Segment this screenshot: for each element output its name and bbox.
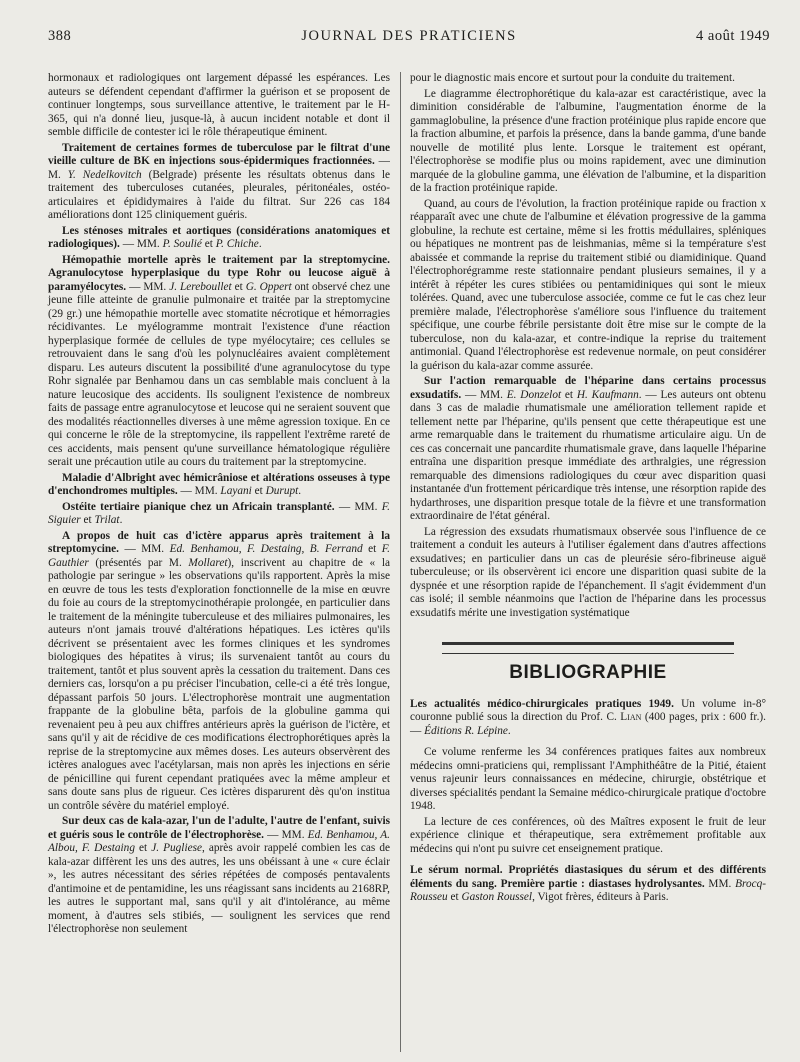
- text: . — Les auteurs ont obtenu dans 3 cas de maladie rhumatismale une amélioration tellement rapide et tellement nette par l'héparine, qu'ils pensent que cette thérapeutique est une arme remarquable dans le traitement du rhumatisme articulaire aigu. Un de ces cas concernait une pancardite rhumatismale grave, dans laquelle l'héparine entraîna une disparition presque immédiate des arthralgies, une régression remarquable des dimensions radiologiques du cœur avec disparition quasi instantanée d'un frottement péricardique très intense, une résorption rapide des hydarthroses, une disparition presque totale de la fièvre et une transformation extraordinaire de l'état général.: [410, 388, 767, 522]
- paragraph: pour le diagnostic mais encore et surtout pour la conduite du traitement.: [410, 72, 736, 84]
- book-entry-serum: [410, 864, 766, 905]
- article-osteite: [48, 501, 390, 528]
- book-title: Le sérum normal. Propriétés diastasiques du sérum et des différents éléments du sang. Première partie : diastases hydrolysantes.: [410, 864, 766, 890]
- publisher: Éditions R. Lépine: [424, 724, 508, 737]
- text: .: [119, 514, 123, 526]
- journal-title: JOURNAL DES PRATICIENS: [301, 28, 517, 44]
- bibliography-rule: [442, 642, 734, 654]
- author: Ed. Benhamou, F. Destaing, B. Ferrand: [169, 543, 363, 555]
- paragraph: Ce volume renferme les 34 conférences pratiques faites aux nombreux médecins omni-praticiens qui, remplissant l'Amphithéâtre de la Pitié, étaient venus rajeunir leurs connaissances en médecine, chirurgie, obstétrique et diverses spécialités pendant la Semaine médico-chirurgicale pratique d'octobre 1948.: [410, 746, 766, 812]
- text: et: [561, 388, 577, 401]
- text: , Vigot frères, éditeurs à Paris.: [532, 891, 669, 903]
- article-stenoses: [48, 225, 390, 252]
- text: — MM.: [264, 828, 308, 841]
- text: — MM.: [119, 238, 163, 250]
- paragraph: La lecture de ces conférences, où des Maîtres exposent le fruit de leur expérience clinique et thérapeutique, sera extrêmement profitable aux médecins qui n'ont pu suivre cet enseignement pratique.: [410, 815, 766, 855]
- text: .: [507, 724, 511, 737]
- text: , après avoir rappelé combien les cas de kala-azar diffèrent les uns des autres, les uns obéissant à une « cure éclair », les autres nécessitant des séries répétées de composés pentavalents d'antimoine et de pentamidine, les uns réagissant sans incidents au 2168RP, les autres le supportant mal, sans qu'il y ait d'intolérance, au même moment, à d'autres sels stibiés, — soulignent les services que rend l'électrophorèse non seulement: [48, 842, 390, 935]
- text: Un volume in-8° couronne publié sous la direction du Prof.: [410, 697, 766, 723]
- article-title: Maladie d'Albright avec hémicrâniose et altérations osseuses à type d'enchondromes multiples.: [48, 471, 390, 497]
- article-kala-azar: [48, 815, 390, 937]
- column-divider: [400, 72, 401, 1052]
- author: Gaston Roussel: [461, 891, 533, 903]
- bibliography-heading: BIBLIOGRAPHIE: [509, 662, 667, 683]
- text: ), inscrivent au chapitre de « la pathologie par seringue » les observations qu'ils rapportent. Après la mise en œuvre de tous les tests d'exploration fonctionnelle de la mise en œuvre du foie au cours de la streptomycinothérapie prolongée, en particulier dans le traitement de la méningite tuberculeuse et des miliaires pulmonaires, les auteurs n'ont jamais trouvé d'altérations hépatiques. Les ictères qu'ils décrivent se présentaient avec les formes cliniques et les syndromes biologiques des hépatites à virus; ils survenaient tantôt au cours du traitement, tantôt et plus souvent après la cessation du traitement. Dans ces derniers cas, lorsqu'on a pu préciser l'incubation, celle-ci a été très longue, dépassant parfois 50 jours. L'électrophorèse montrait une augmentation frappante de la globuline bêta, parfois de la globuline gamma qui revenaient peu à peu aux chiffres antérieurs après la guérison de l'ictère, et sans qu'il y ait de récidive de ces modifications électrophorétiques après la reprise de la streptomycine aux mêmes doses. Les auteurs observèrent des ictères analogues avec l'acétylarsan, mais non après les injections en série de pénicilline qui furent cependant pratiquées avec la même ampleur et sans doute sans plus de rigueur. Ces ictères disparurent dès qu'on institua un contrôle sévère du matériel employé.: [48, 556, 390, 812]
- text: .: [298, 485, 302, 497]
- article-title: Sur deux cas de kala-azar, l'un de l'adulte, l'autre de l'enfant, suivis et guéris sous le contrôle de l'électrophorèse.: [48, 815, 390, 841]
- text: (Belgrade) présente les résultats obtenus dans le traitement des tuberculoses cutanées, pleurales, péritonéales, ostéo-articulaires et épididymaires à l'aide du filtrat. Sur 226 cas 184 améliorations dont 125 cliniquement guéris.: [48, 168, 390, 221]
- author: F. Gauthier: [48, 543, 390, 569]
- article-title: Les sténoses mitrales et aortiques (considérations anatomiques et radiologiques).: [48, 224, 390, 250]
- author: J. Pugliese: [151, 842, 203, 854]
- page-number: 388: [48, 28, 72, 44]
- paragraph: Quand, au cours de l'évolution, la fraction protéinique rapide ou fraction x réapparaît avec une chute de l'albumine et élévation progressive de la gamma globuline, la rechute est certaine, même si les frottis médullaires, spléniques ou hépatiques ne montrent pas de leishmanias, même si la température s'est abaissée et commande la reprise du traitement stibié ou diamidinique. Quand l'électrophorégramme reste stationnaire pendant plusieurs semaines, il y a intérêt à répéter les cures stibiées ou pentamidiniques qui sont le mieux tolérées. Quand, avec une tuberculose associée, comme ce fut le cas chez leur première malade, l'électrophorèse s'améliore sous l'influence du traitement spécifique, une courbe fébrile persistante doit être mise sur le compte de la tuberculose, non du kala-azar, et contre-indique la reprise du traitement antimonial. Quand l'électrophorèse est redevenue normale, on peut considérer la guérison du kala-azar comme assurée.: [410, 197, 766, 372]
- article-tuberculose: [48, 142, 390, 223]
- author: E. Donzelot: [506, 388, 562, 401]
- article-heparine: [410, 375, 766, 524]
- text: — MM.: [461, 388, 507, 401]
- author: P. Chiche: [215, 238, 259, 250]
- text: — MM.: [334, 500, 382, 513]
- author: Trilat: [94, 514, 120, 526]
- article-title: Sur l'action remarquable de l'héparine dans certains processus exsudatifs.: [410, 375, 766, 401]
- text: MM.: [704, 877, 736, 890]
- article-hemopathie: [48, 254, 390, 470]
- article-title: Traitement de certaines formes de tuberculose par le filtrat d'une vieille culture de BK en injections sous-épidermiques fractionnées.: [48, 141, 390, 167]
- author: Mollaret: [188, 556, 228, 569]
- issue-date: 4 août 1949: [696, 28, 770, 44]
- author: H. Kaufmann: [576, 388, 639, 401]
- text: ont observé chez une jeune fille atteinte de granulie pulmonaire et traitée par la streptomycine (29 gr.) une hémopathie mortelle avec stomatite nécrotique et hémorragies récidivantes. Le myélogramme montrait l'existence d'une réaction hyperplasique formée de cellules de type myélocytaire; ces cellules se retrouvaient dans le sang d'où les polynucléaires avaient complètement disparu. Les auteurs discutent la possibilité d'une agranulocytose du type Rohr signalée par Benhamou dans un cas semblable mais concluent à la nature leucosique des accidents. Ils soulignent l'existence de nombreux faits de passage entre agranulocytose et leucose qui ne seraient souvent que des modalités réactionnelles diverses à une même agression toxique. En ce qui concerne le rôle de la streptomycine, ils rappellent l'extrême rareté de ces accidents, mais pensent qu'une surveillance hématologique régulière serait une précaution utile au cours du traitement par la streptomycine.: [48, 280, 391, 468]
- text: — MM.: [119, 543, 170, 555]
- article-title: A propos de huit cas d'ictère apparus après traitement à la streptomycine.: [48, 529, 390, 555]
- author: Ed. Benhamou, A. Albou, F. Destaing: [48, 828, 390, 854]
- text: et: [80, 514, 95, 526]
- author: C. Lian: [606, 711, 642, 723]
- author: Durupt: [265, 485, 299, 497]
- text: et: [231, 280, 246, 293]
- text: et: [201, 238, 216, 250]
- book-title: Les actualités médico-chirurgicales pratiques 1949.: [410, 697, 674, 710]
- article-title: Hémopathie mortelle après le traitement par la streptomycine. Agranulocytose hyperplasique du type Rohr ou leucose aiguë à paramyélocytes.: [48, 253, 390, 293]
- author: J. Lereboullet: [169, 280, 232, 293]
- text: et: [134, 842, 152, 854]
- text: et: [362, 543, 382, 555]
- article-title: Ostéite tertiaire pianique chez un Africain transplanté.: [62, 500, 335, 513]
- article-albright: [48, 472, 390, 499]
- article-ictere: [48, 530, 390, 814]
- text: — MM.: [126, 280, 170, 293]
- text: et: [447, 891, 462, 903]
- text: — M.: [48, 155, 390, 181]
- text: et: [251, 485, 266, 497]
- author: P. Soulié: [162, 238, 202, 250]
- author: Layani: [220, 485, 252, 497]
- text: — MM.: [177, 485, 221, 497]
- author: G. Oppert: [245, 280, 292, 293]
- right-column: [410, 72, 766, 907]
- text: .: [258, 238, 262, 250]
- book-entry-actualites: [410, 698, 766, 739]
- paragraph: hormonaux et radiologiques ont largement dépassé les espérances. Les auteurs se défendent cependant d'affirmer la guérison et se proposent de continuer longtemps, sous surveillance attentive, le traitement par le H-365, qui n'a donné lieu, jusque-là, à aucun incident notable et dont il semble difficile de contester ici le rôle thérapeutique éminent.: [48, 72, 390, 138]
- author: Brocq-Rousseu: [410, 877, 767, 903]
- text: (présentés par M.: [88, 556, 189, 569]
- page-header: [48, 28, 770, 50]
- author: F. Siguier: [48, 500, 390, 526]
- paragraph: La régression des exsudats rhumatismaux observée sous l'influence de ce traitement a conduit les auteurs à l'utiliser également dans d'autres affections exsudatives; en particulier dans un cas de pleurésie séro-fibrineuse aiguë tuberculeuse; or ils observèrent ici encore une disparition quasi subite de la dyspnée et une résorption rapide de l'épanchement. Il s'agit évidemment d'un cas isolé; il semble néanmoins que l'action de l'héparine dans les processus exsudatifs mérite une investigation systématique: [410, 525, 766, 619]
- paragraph: Le diagramme électrophorétique du kala-azar est caractéristique, avec la diminition considérable de l'albumine, l'augmentation énorme de la gammaglobuline, la présence d'une fraction protéinique plus rapide encore que la fraction albumine, et parfois la présence, dans la bande gamma, d'une bande nouvelle de motilité plus lente. Lorsque le traitement est opérant, l'électrophorèse se modifie plus ou moins rapidement, avec une diminution marquée de la globuline gamma, une élévation de l'albumine, et la disparition de la fraction protéinique rapide.: [410, 87, 766, 194]
- author: Y. Nedelkovitch: [67, 168, 142, 181]
- left-column: [48, 72, 390, 939]
- text: (400 pages, prix : 600 fr.). —: [410, 711, 766, 737]
